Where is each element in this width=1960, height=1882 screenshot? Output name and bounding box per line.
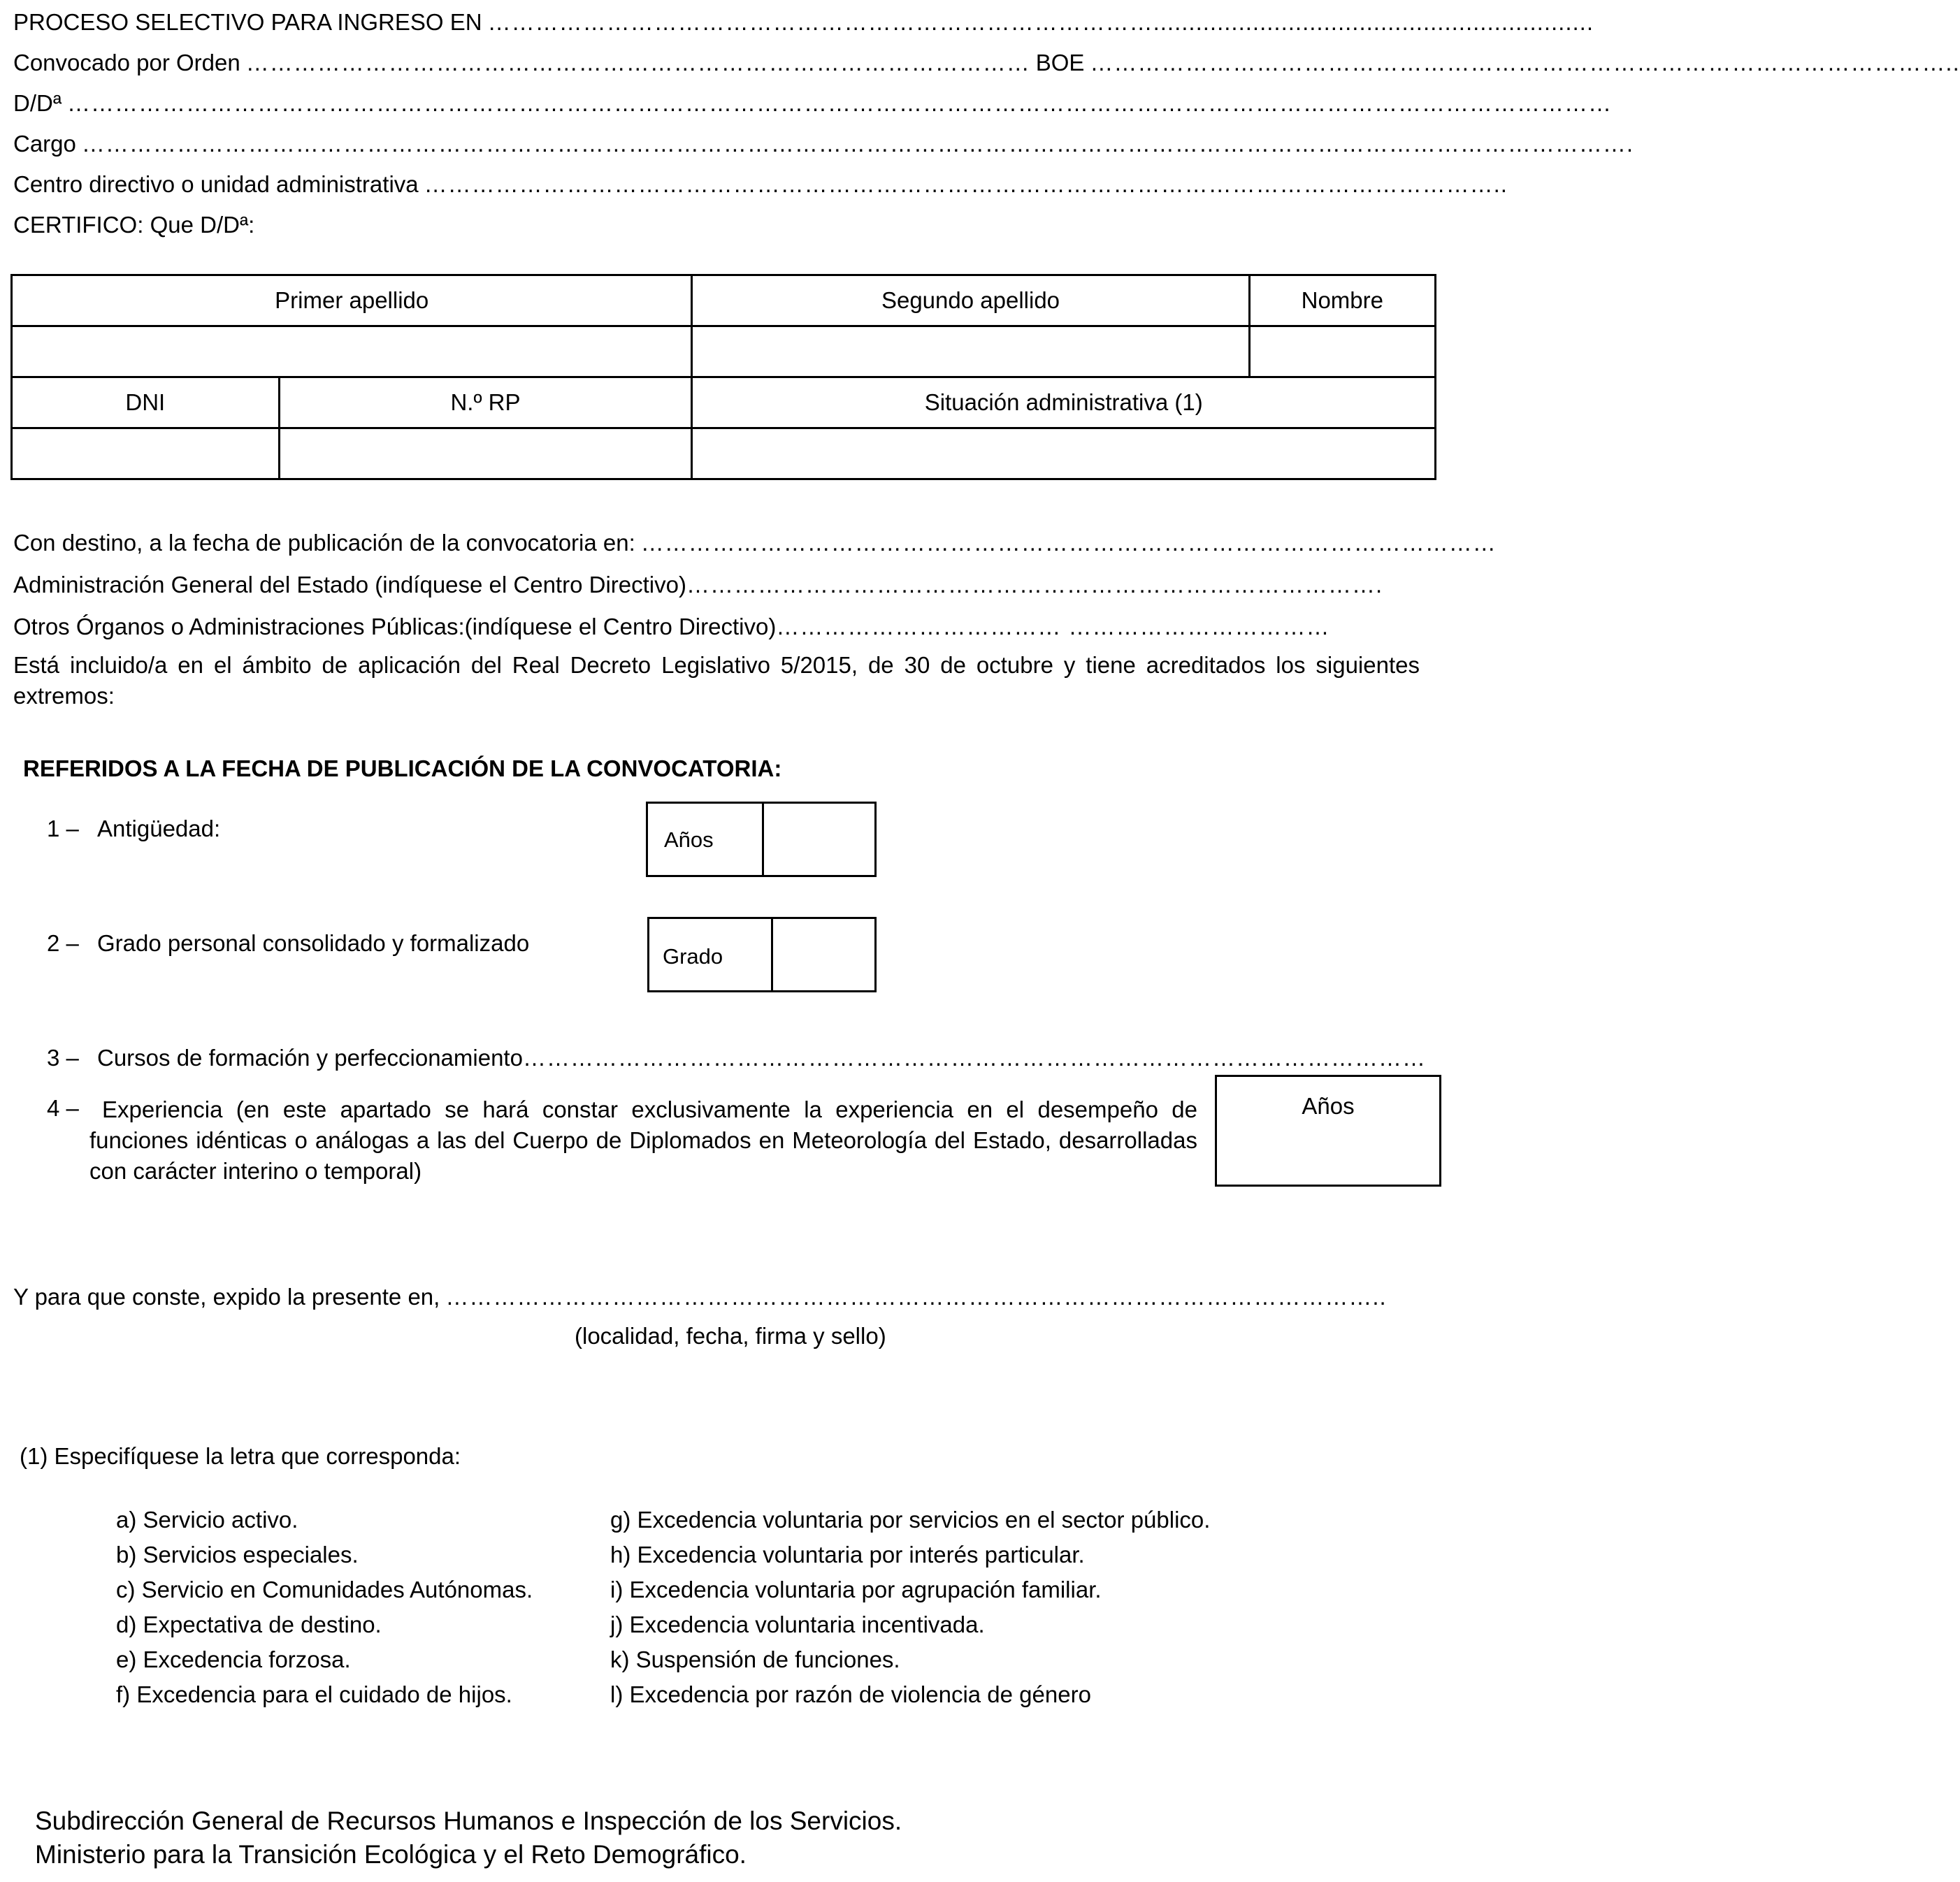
item2-number: 2 – xyxy=(47,930,79,956)
antiguedad-input[interactable] xyxy=(762,804,874,875)
list-item: l) Excedencia por razón de violencia de género xyxy=(610,1681,1091,1707)
age-line xyxy=(13,571,1417,599)
footer xyxy=(35,1804,902,1872)
footer-line-2: Ministerio para la Transición Ecológica y el Reto Demográfico. xyxy=(35,1840,747,1869)
primer-apellido-header: Primer apellido xyxy=(12,275,692,326)
otros-label: Otros Órganos o Administraciones Públicas:(indíquese el Centro Directivo) xyxy=(13,614,777,639)
proceso-line xyxy=(13,8,1594,36)
antiguedad-box xyxy=(646,802,877,877)
nota-heading: (1) Especifíquese la letra que corresponda: xyxy=(20,1443,461,1469)
table-row xyxy=(12,428,1436,479)
boe-label: BOE xyxy=(1035,50,1085,75)
segundo-apellido-cell[interactable] xyxy=(692,326,1249,377)
primer-apellido-cell[interactable] xyxy=(12,326,692,377)
age-fill[interactable]: ……………………………………………………………………………. xyxy=(686,572,1383,598)
list-item: d) Expectativa de destino. xyxy=(116,1612,382,1637)
antiguedad-box-label: Años xyxy=(664,827,714,852)
centro-fill[interactable]: ……………………………………………………………………………………………………………………….. xyxy=(424,171,1508,197)
list-item: i) Excedencia voluntaria por agrupación familiar. xyxy=(610,1577,1102,1602)
list-item: k) Suspensión de funciones. xyxy=(610,1646,900,1672)
grado-box xyxy=(647,917,877,992)
dd-fill[interactable]: …………………………………………………………………………………………………………………………………………………………………………… xyxy=(67,90,1613,116)
convocado-line xyxy=(13,49,1960,77)
boe-fill[interactable]: ……………………………………………………………………………………………….. xyxy=(1090,50,1960,75)
nota-right-list xyxy=(610,1503,1210,1712)
convocado-label: Convocado por Orden xyxy=(13,50,240,75)
experiencia-box[interactable] xyxy=(1215,1075,1441,1187)
item3-fill[interactable]: …………………………………………………………………………………………………… xyxy=(522,1045,1426,1071)
item3-label: Cursos de formación y perfeccionamiento xyxy=(97,1045,523,1071)
dni-header: DNI xyxy=(12,377,280,428)
item1-number: 1 – xyxy=(47,816,79,841)
otros-fill[interactable]: ……………………………… …………………………… xyxy=(776,614,1330,639)
con-destino-label: Con destino, a la fecha de publicación de la convocatoria en: xyxy=(13,530,635,556)
con-destino-fill[interactable]: ……………………………………………………………………………………………… xyxy=(640,530,1497,556)
list-item: f) Excedencia para el cuidado de hijos. xyxy=(116,1681,512,1707)
nombre-header: Nombre xyxy=(1249,275,1435,326)
item3-line xyxy=(97,1044,1429,1072)
proceso-fill[interactable]: ………………………………………………………………………….............................................................. xyxy=(487,9,1594,35)
nrp-header: N.º RP xyxy=(279,377,692,428)
certifico-label: CERTIFICO: Que D/Dª: xyxy=(13,212,255,238)
situacion-cell[interactable] xyxy=(692,428,1436,479)
nombre-cell[interactable] xyxy=(1249,326,1435,377)
item4-label: Experiencia (en este apartado se hará constar exclusivamente la experiencia en el desempeño de funciones idénticas o análogas a las del Cuerpo de Diplomados en Meteorología del Estado, desarrolladas con carácter interino o temporal) xyxy=(89,1096,1197,1184)
item4-number: 4 – xyxy=(47,1095,79,1121)
table-row xyxy=(12,275,1436,326)
dd-line xyxy=(13,89,1613,117)
item4-clip xyxy=(89,1094,1197,1185)
conste-sub: (localidad, fecha, firma y sello) xyxy=(575,1323,886,1349)
nrp-cell[interactable] xyxy=(279,428,692,479)
situacion-header: Situación administrativa (1) xyxy=(692,377,1436,428)
cargo-line xyxy=(13,130,1634,158)
list-item: c) Servicio en Comunidades Autónomas. xyxy=(116,1577,533,1602)
personal-data-table xyxy=(10,274,1436,480)
centro-label: Centro directivo o unidad administrativa xyxy=(13,171,419,197)
dni-cell[interactable] xyxy=(12,428,280,479)
cargo-fill[interactable]: ……………………………………………………………………………………………………………………………………………………………………………. xyxy=(81,131,1634,157)
centro-line xyxy=(13,171,1508,198)
segundo-apellido-header: Segundo apellido xyxy=(692,275,1249,326)
footer-line-1: Subdirección General de Recursos Humanos e Inspección de los Servicios. xyxy=(35,1807,902,1835)
list-item: e) Excedencia forzosa. xyxy=(116,1646,351,1672)
nota-left-list xyxy=(116,1503,533,1712)
con-destino-line xyxy=(13,529,1497,557)
item1-label: Antigüedad: xyxy=(97,816,221,841)
cargo-label: Cargo xyxy=(13,131,76,157)
item2-label: Grado personal consolidado y formalizado xyxy=(97,930,530,956)
convocado-fill[interactable]: ……………………………………………………………………………………… xyxy=(245,50,1030,75)
table-row xyxy=(12,326,1436,377)
conste-line xyxy=(13,1283,1417,1311)
list-item: g) Excedencia voluntaria por servicios en el sector público. xyxy=(610,1507,1211,1533)
conste-fill[interactable]: ……………………………………………………………………………………………………….. xyxy=(445,1284,1387,1310)
grado-input[interactable] xyxy=(771,919,874,990)
grado-box-label: Grado xyxy=(663,944,723,969)
dd-label: D/Dª xyxy=(13,90,62,116)
referidos-heading: REFERIDOS A LA FECHA DE PUBLICACIÓN DE LA CONVOCATORIA: xyxy=(23,755,782,781)
item3-number: 3 – xyxy=(47,1045,79,1071)
list-item: j) Excedencia voluntaria incentivada. xyxy=(610,1612,985,1637)
list-item: h) Excedencia voluntaria por interés particular. xyxy=(610,1542,1085,1568)
age-label: Administración General del Estado (indíquese el Centro Directivo) xyxy=(13,572,686,598)
conste-label: Y para que conste, expido la presente en, xyxy=(13,1284,440,1310)
list-item: a) Servicio activo. xyxy=(116,1507,298,1533)
list-item: b) Servicios especiales. xyxy=(116,1542,359,1568)
incluido-paragraph: Está incluido/a en el ámbito de aplicación del Real Decreto Legislativo 5/2015, de 30 de octubre y tiene acreditados los siguientes extremos: xyxy=(13,652,1420,709)
experiencia-box-label: Años xyxy=(1302,1093,1355,1119)
table-row xyxy=(12,377,1436,428)
otros-line xyxy=(13,613,1417,641)
proceso-label: PROCESO SELECTIVO PARA INGRESO EN xyxy=(13,9,482,35)
